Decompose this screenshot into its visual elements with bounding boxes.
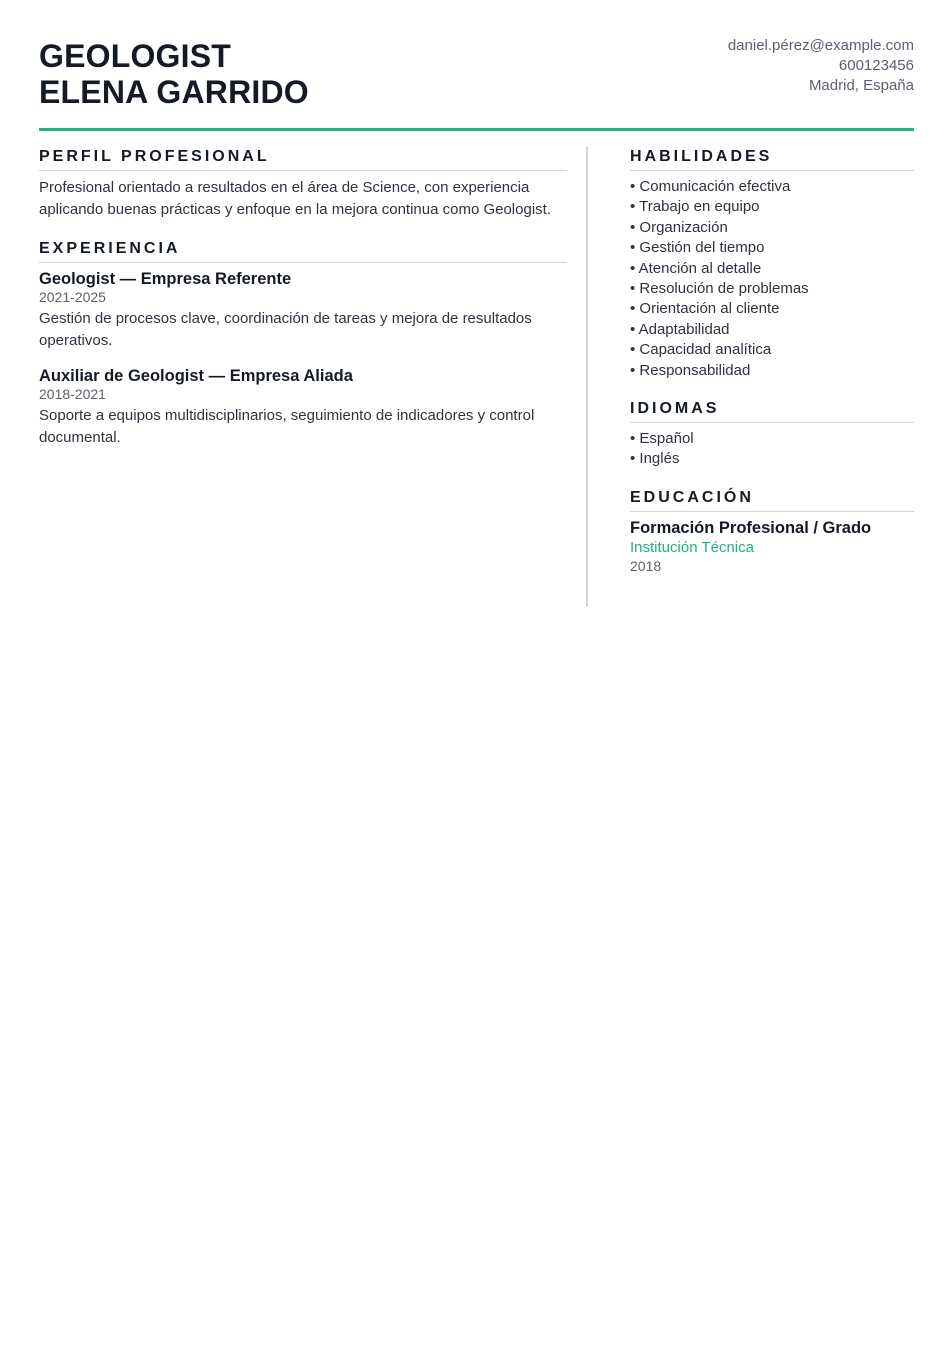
job-title-heading: GEOLOGIST xyxy=(39,38,232,74)
contact-phone: 600123456 xyxy=(838,57,914,74)
skill-item: • Gestión del tiempo xyxy=(630,239,765,257)
contact-info xyxy=(728,36,914,96)
profile-text: Profesional orientado a resultados en el área de Science, con experiencia aplicando buenas prácticas y enfoque en la mejora continua como Geologist. xyxy=(39,179,551,218)
experience-item xyxy=(39,366,567,449)
experience-item-title: Auxiliar de Geologist — Empresa Aliada xyxy=(39,367,353,385)
languages-heading: IDIOMAS xyxy=(630,399,914,423)
languages-section xyxy=(630,399,914,470)
education-section xyxy=(630,488,914,576)
experience-section xyxy=(39,239,567,449)
header-divider xyxy=(39,128,914,131)
skill-item: • Atención al detalle xyxy=(630,259,762,277)
language-item: • Español xyxy=(630,430,694,448)
right-column xyxy=(588,147,914,607)
skill-item: • Resolución de problemas xyxy=(630,280,809,298)
experience-item-dates: 2021-2025 xyxy=(39,289,106,305)
education-year: 2018 xyxy=(630,557,662,574)
experience-item-title: Geologist — Empresa Referente xyxy=(39,270,292,288)
skill-item: • Capacidad analítica xyxy=(630,341,772,359)
education-institution: Institución Técnica xyxy=(630,538,754,556)
experience-item-description: Gestión de procesos clave, coordinación de tareas y mejora de resultados operativos. xyxy=(39,310,532,349)
skill-item: • Comunicación efectiva xyxy=(630,178,791,195)
skills-section xyxy=(630,147,914,381)
skill-item: • Responsabilidad xyxy=(630,361,751,379)
experience-heading: EXPERIENCIA xyxy=(39,239,567,263)
contact-location: Madrid, España xyxy=(808,77,914,94)
profile-section xyxy=(39,147,567,221)
profile-heading: PERFIL PROFESIONAL xyxy=(39,147,567,171)
skill-item: • Adaptabilidad xyxy=(630,320,730,338)
experience-item-description: Soporte a equipos multidisciplinarios, seguimiento de indicadores y control documental. xyxy=(39,407,535,446)
skill-item: • Organización xyxy=(630,218,728,236)
languages-list xyxy=(630,429,914,470)
person-name: ELENA GARRIDO xyxy=(39,74,309,110)
education-degree: Formación Profesional / Grado xyxy=(630,518,872,537)
resume-header xyxy=(39,38,914,128)
language-item: • Inglés xyxy=(630,450,680,468)
experience-item xyxy=(39,269,567,352)
skills-heading: HABILIDADES xyxy=(630,147,914,171)
skill-item: • Trabajo en equipo xyxy=(630,198,760,216)
name-block xyxy=(39,38,309,110)
left-column xyxy=(39,147,588,607)
contact-email: daniel.pérez@example.com xyxy=(727,37,914,54)
content-columns xyxy=(39,147,914,607)
skill-item: • Orientación al cliente xyxy=(630,300,780,318)
education-heading: EDUCACIÓN xyxy=(630,488,914,512)
skills-list xyxy=(630,177,914,381)
experience-item-dates: 2018-2021 xyxy=(39,386,106,402)
